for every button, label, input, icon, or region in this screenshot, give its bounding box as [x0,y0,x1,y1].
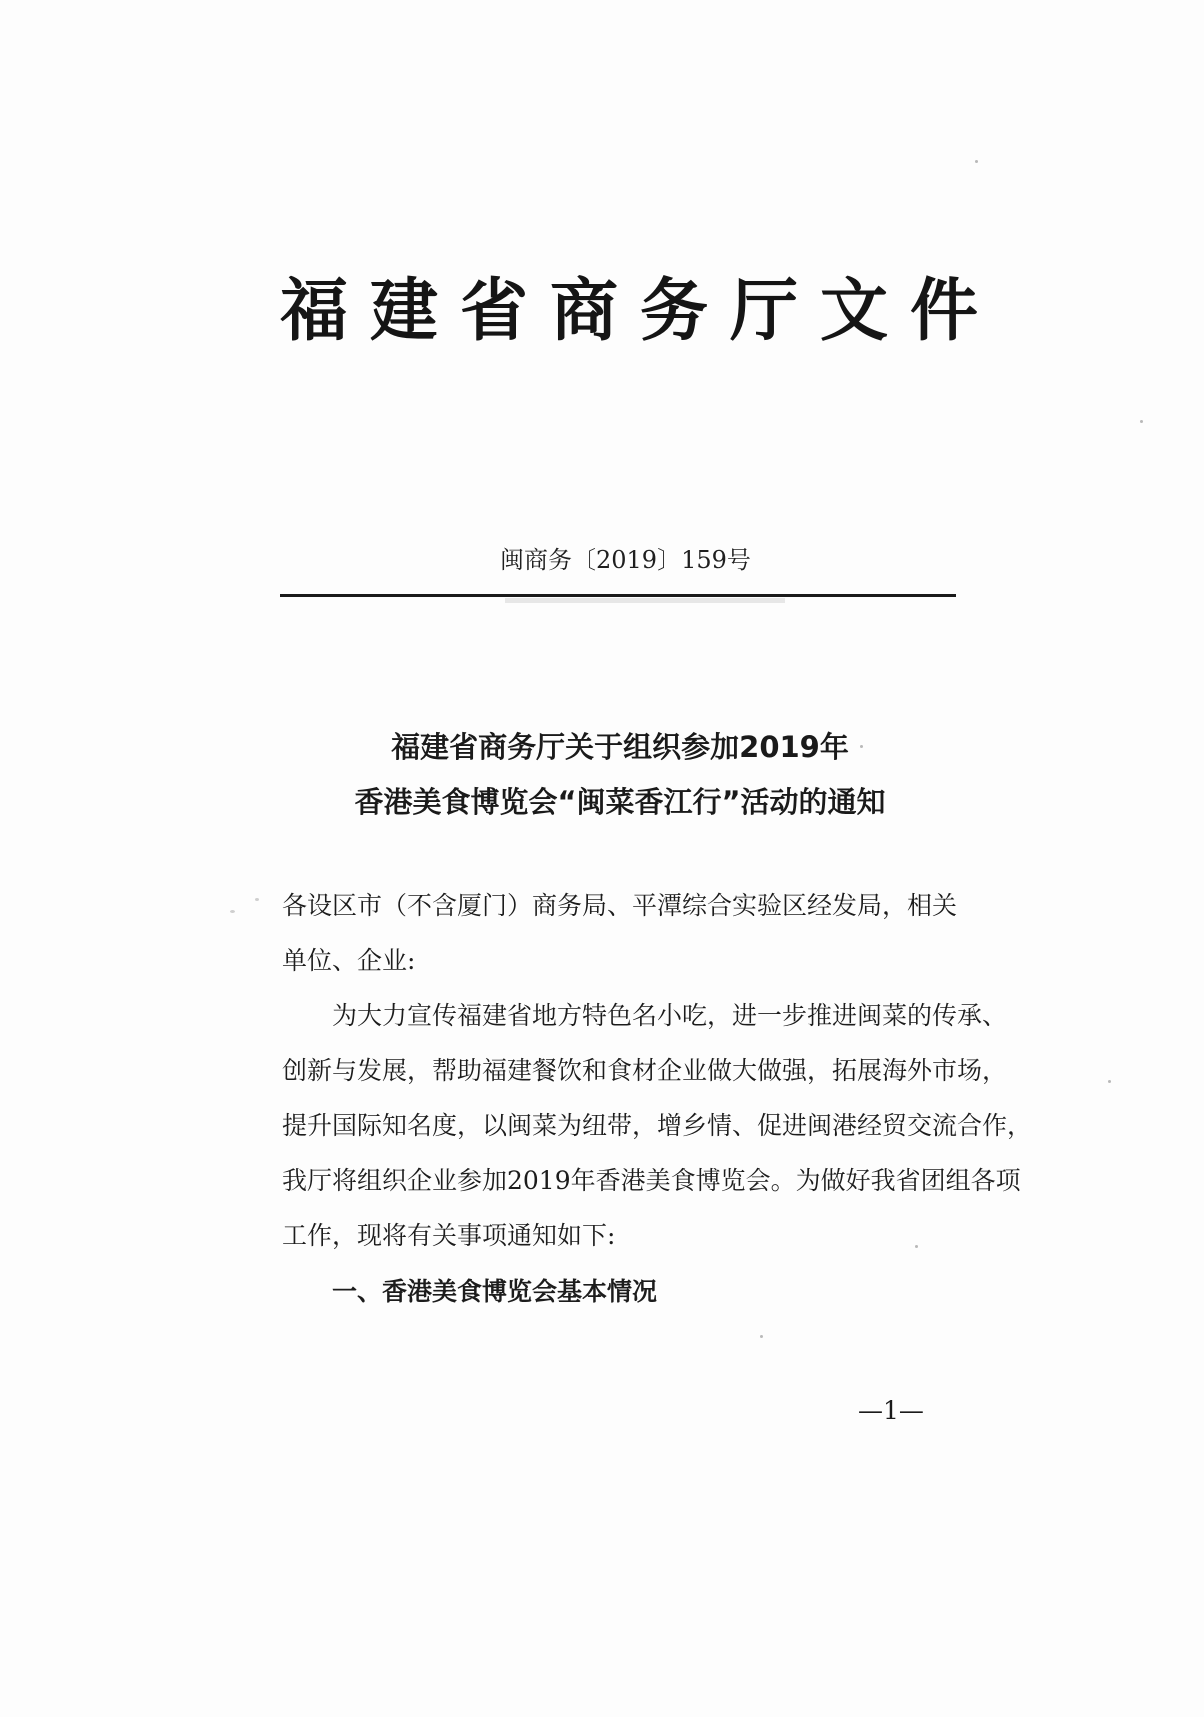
body-line: 工作，现将有关事项通知如下: [282,1221,616,1250]
page-number: —1— [858,1396,924,1425]
document-number: 闽商务〔2019〕159号 [500,546,751,574]
scan-speck [255,898,259,901]
header-divider [280,594,956,597]
issuing-authority-title: 福建省商务厅文件 [280,272,1001,351]
scan-speck [1108,1080,1111,1083]
body-line: 为大力宣传福建省地方特色名小吃，进一步推进闽菜的传承、 [282,1001,1008,1030]
section-heading: 一、香港美食博览会基本情况 [282,1277,658,1306]
scan-speck [915,1245,918,1248]
body-line: 单位、企业: [282,946,416,975]
body-line: 创新与发展，帮助福建餐饮和食材企业做大做强，拓展海外市场， [282,1056,1008,1085]
body-line: 各设区市（不含厦门）商务局、平潭综合实验区经发局，相关 [282,891,958,920]
notice-title-line-1: 福建省商务厅关于组织参加2019年 [391,730,849,764]
scan-speck [860,745,863,748]
scan-speck [975,160,978,163]
scan-speck [1140,420,1143,423]
scan-speck [760,1335,763,1338]
scan-speck [230,910,235,913]
body-line: 我厅将组织企业参加2019年香港美食博览会。为做好我省团组各项 [282,1166,1021,1195]
body-line: 提升国际知名度，以闽菜为纽带，增乡情、促进闽港经贸交流合作， [282,1111,1033,1140]
notice-title-line-2: 香港美食博览会“闽菜香江行”活动的通知 [354,785,886,819]
header-divider-smudge [505,598,785,603]
